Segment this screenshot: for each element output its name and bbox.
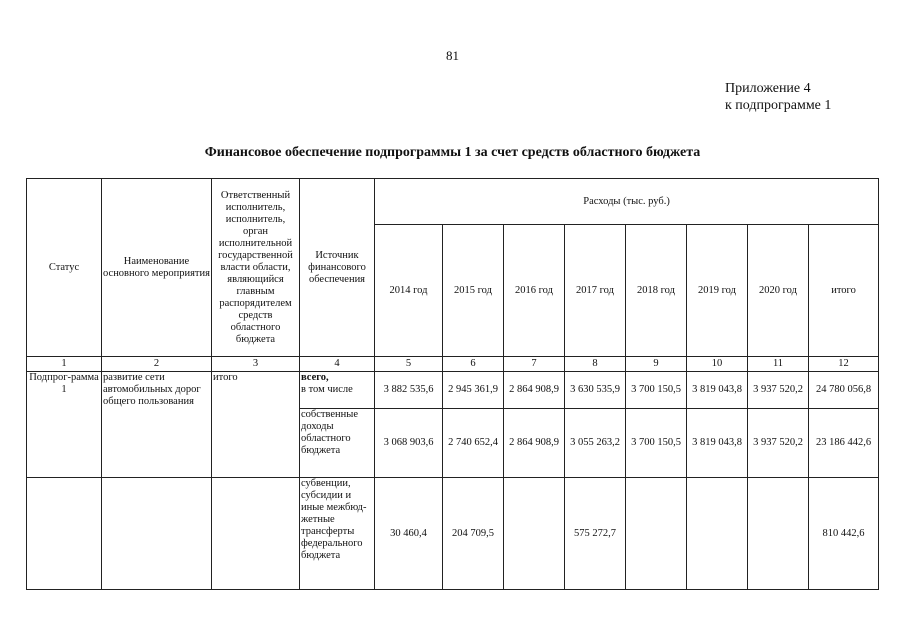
value-cell: 2 864 908,9 <box>504 409 565 478</box>
column-number: 5 <box>375 357 443 372</box>
value-cell: 3 819 043,8 <box>687 409 748 478</box>
header-activity-name: Наименование основного мероприятия <box>102 179 212 357</box>
value-cell: 2 945 361,9 <box>443 372 504 409</box>
table-row <box>27 372 879 409</box>
column-number: 1 <box>27 357 102 372</box>
value-cell <box>626 478 687 590</box>
table-row <box>27 478 879 590</box>
header-expenses: Расходы (тыс. руб.) <box>375 179 879 225</box>
header-year: 2017 год <box>565 225 626 357</box>
column-number: 2 <box>102 357 212 372</box>
header-year: 2019 год <box>687 225 748 357</box>
financing-table <box>26 178 879 590</box>
empty-cell <box>212 478 300 590</box>
header-year: 2016 год <box>504 225 565 357</box>
value-cell: 2 864 908,9 <box>504 372 565 409</box>
value-cell: 3 068 903,6 <box>375 409 443 478</box>
page-number: 81 <box>446 48 459 63</box>
header-row-1 <box>27 179 879 225</box>
column-number: 8 <box>565 357 626 372</box>
value-cell: 3 700 150,5 <box>626 409 687 478</box>
empty-cell <box>27 478 102 590</box>
value-cell: 3 819 043,8 <box>687 372 748 409</box>
value-cell-total: 23 186 442,6 <box>809 409 879 478</box>
column-numbers-row <box>27 357 879 372</box>
header-total: итого <box>809 225 879 357</box>
column-number: 9 <box>626 357 687 372</box>
value-cell <box>504 478 565 590</box>
subprogram-status: Подпрог-рамма 1 <box>27 372 102 478</box>
value-cell: 2 740 652,4 <box>443 409 504 478</box>
header-year: 2020 год <box>748 225 809 357</box>
column-number: 12 <box>809 357 879 372</box>
funding-source: субвенции, субсидии и иные межбюд-жетные трансферты федерального бюджета <box>300 478 375 590</box>
appendix-line-1: Приложение 4 <box>725 81 811 96</box>
header-year: 2018 год <box>626 225 687 357</box>
appendix-line-2: к подпрограмме 1 <box>725 98 832 113</box>
value-cell: 3 700 150,5 <box>626 372 687 409</box>
funding-source <box>300 372 375 409</box>
activity-name: развитие сети автомобильных дорог общего пользования <box>102 372 212 478</box>
funding-source-including: в том числе <box>301 384 353 395</box>
executor-cell: итого <box>212 372 300 478</box>
header-year: 2015 год <box>443 225 504 357</box>
value-cell: 3 630 535,9 <box>565 372 626 409</box>
value-cell: 3 937 520,2 <box>748 409 809 478</box>
value-cell <box>687 478 748 590</box>
value-cell <box>748 478 809 590</box>
value-cell-total: 24 780 056,8 <box>809 372 879 409</box>
value-cell: 3 055 263,2 <box>565 409 626 478</box>
empty-cell <box>102 478 212 590</box>
column-number: 3 <box>212 357 300 372</box>
column-number: 7 <box>504 357 565 372</box>
column-number: 6 <box>443 357 504 372</box>
column-number: 11 <box>748 357 809 372</box>
header-status: Статус <box>27 179 102 357</box>
column-number: 4 <box>300 357 375 372</box>
value-cell: 3 882 535,6 <box>375 372 443 409</box>
value-cell-total: 810 442,6 <box>809 478 879 590</box>
value-cell: 3 937 520,2 <box>748 372 809 409</box>
header-year: 2014 год <box>375 225 443 357</box>
funding-source: собственные доходы областного бюджета <box>300 409 375 478</box>
funding-source-total: всего, <box>301 372 329 383</box>
header-executor: Ответственный исполнитель, исполнитель, орган исполнительной государственной власти области, являющийся главным распорядителем средств областного бюджета <box>212 179 300 357</box>
value-cell: 575 272,7 <box>565 478 626 590</box>
value-cell: 30 460,4 <box>375 478 443 590</box>
column-number: 10 <box>687 357 748 372</box>
value-cell: 204 709,5 <box>443 478 504 590</box>
document-title: Финансовое обеспечение подпрограммы 1 за счет средств областного бюджета <box>204 145 701 160</box>
header-funding-source: Источник финансового обеспечения <box>300 179 375 357</box>
appendix-note <box>725 80 831 114</box>
